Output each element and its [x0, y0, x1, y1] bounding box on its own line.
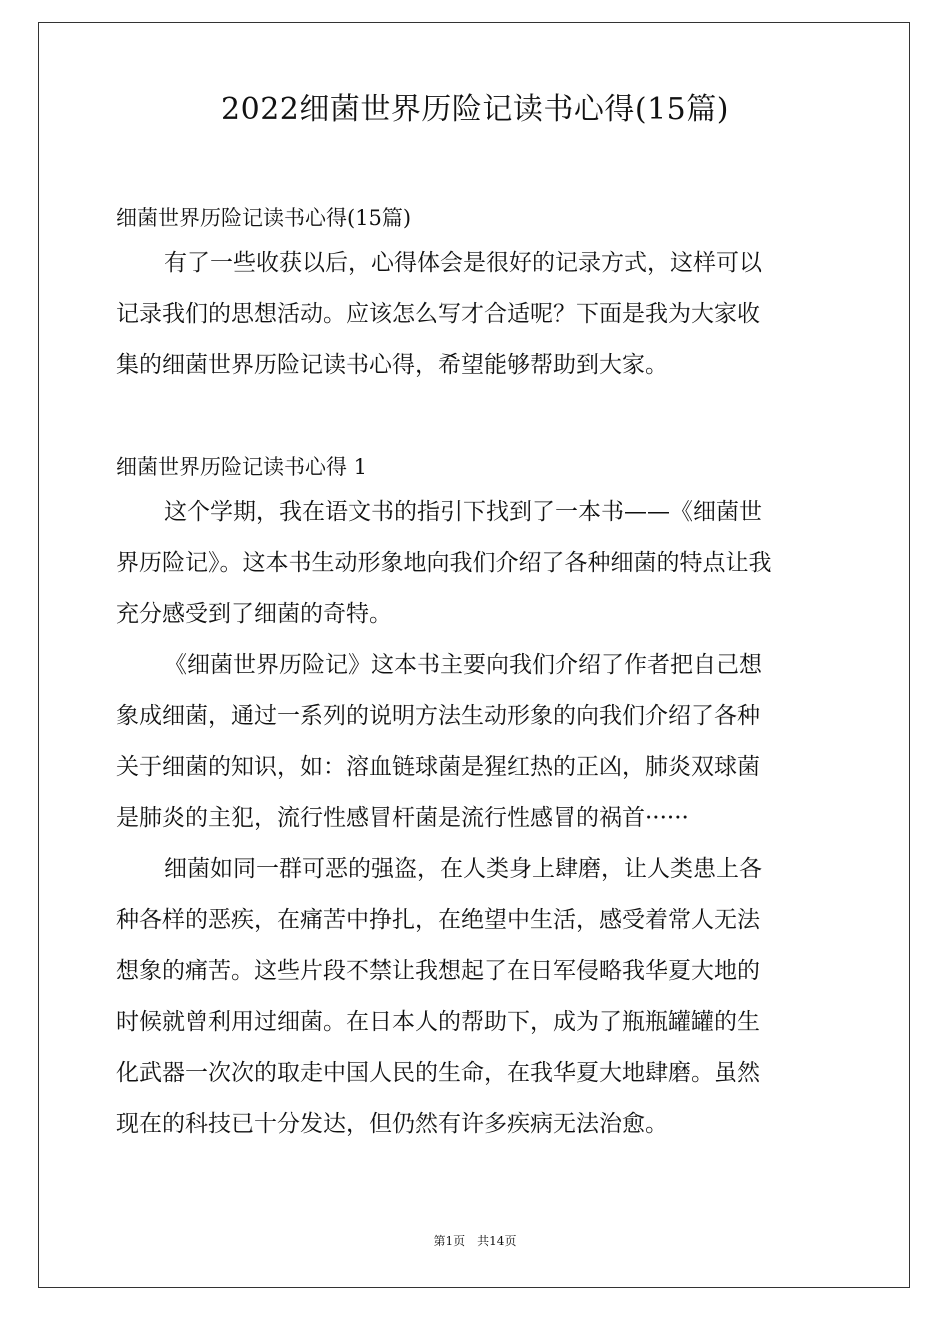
- page-footer: [0, 1233, 950, 1249]
- section-heading: 细菌世界历险记读书心得 1: [116, 455, 368, 479]
- text-line: 记录我们的思想活动。应该怎么写才合适呢？下面是我为大家收: [116, 301, 760, 327]
- paragraph-2: [116, 640, 848, 844]
- paragraph-1: [116, 487, 848, 640]
- text-line: 象成细菌，通过一系列的说明方法生动形象的向我们介绍了各种: [116, 703, 760, 729]
- text-line: 现在的科技已十分发达，但仍然有许多疾病无法治愈。: [116, 1111, 668, 1137]
- document-title: 2022细菌世界历险记读书心得(15篇): [221, 92, 729, 127]
- text-line: 想象的痛苦。这些片段不禁让我想起了在日军侵略我华夏大地的: [116, 958, 760, 984]
- paragraph-3: [116, 844, 848, 1150]
- text-line: 时候就曾利用过细菌。在日本人的帮助下，成为了瓶瓶罐罐的生: [116, 1009, 760, 1035]
- text-line: 集的细菌世界历险记读书心得，希望能够帮助到大家。: [116, 352, 668, 378]
- text-line: 种各样的恶疾，在痛苦中挣扎，在绝望中生活，感受着常人无法: [116, 907, 760, 933]
- document-subtitle: 细菌世界历险记读书心得(15篇): [116, 206, 412, 230]
- text-line: 化武器一次次的取走中国人民的生命，在我华夏大地肆磨。虽然: [116, 1060, 760, 1086]
- section-spacer: [116, 391, 848, 447]
- page-number-current: 第1页: [433, 1234, 466, 1248]
- text-line: 细菌如同一群可恶的强盗，在人类身上肆磨，让人类患上各: [164, 856, 762, 882]
- page-number-total: 共14页: [477, 1234, 517, 1248]
- text-line: 这个学期，我在语文书的指引下找到了一本书——《细菌世: [164, 499, 762, 525]
- text-line: 关于细菌的知识，如：溶血链球菌是猩红热的正凶，肺炎双球菌: [116, 754, 760, 780]
- intro-paragraph: [116, 238, 848, 391]
- text-line: 是肺炎的主犯，流行性感冒杆菌是流行性感冒的祸首······: [116, 805, 689, 831]
- text-line: 界历险记》。这本书生动形象地向我们介绍了各种细菌的特点让我: [116, 550, 772, 576]
- text-line: 《细菌世界历险记》这本书主要向我们介绍了作者把自己想: [164, 652, 762, 678]
- document-body: [116, 198, 848, 1150]
- text-line: 有了一些收获以后，心得体会是很好的记录方式，这样可以: [164, 250, 762, 276]
- text-line: 充分感受到了细菌的奇特。: [116, 601, 392, 627]
